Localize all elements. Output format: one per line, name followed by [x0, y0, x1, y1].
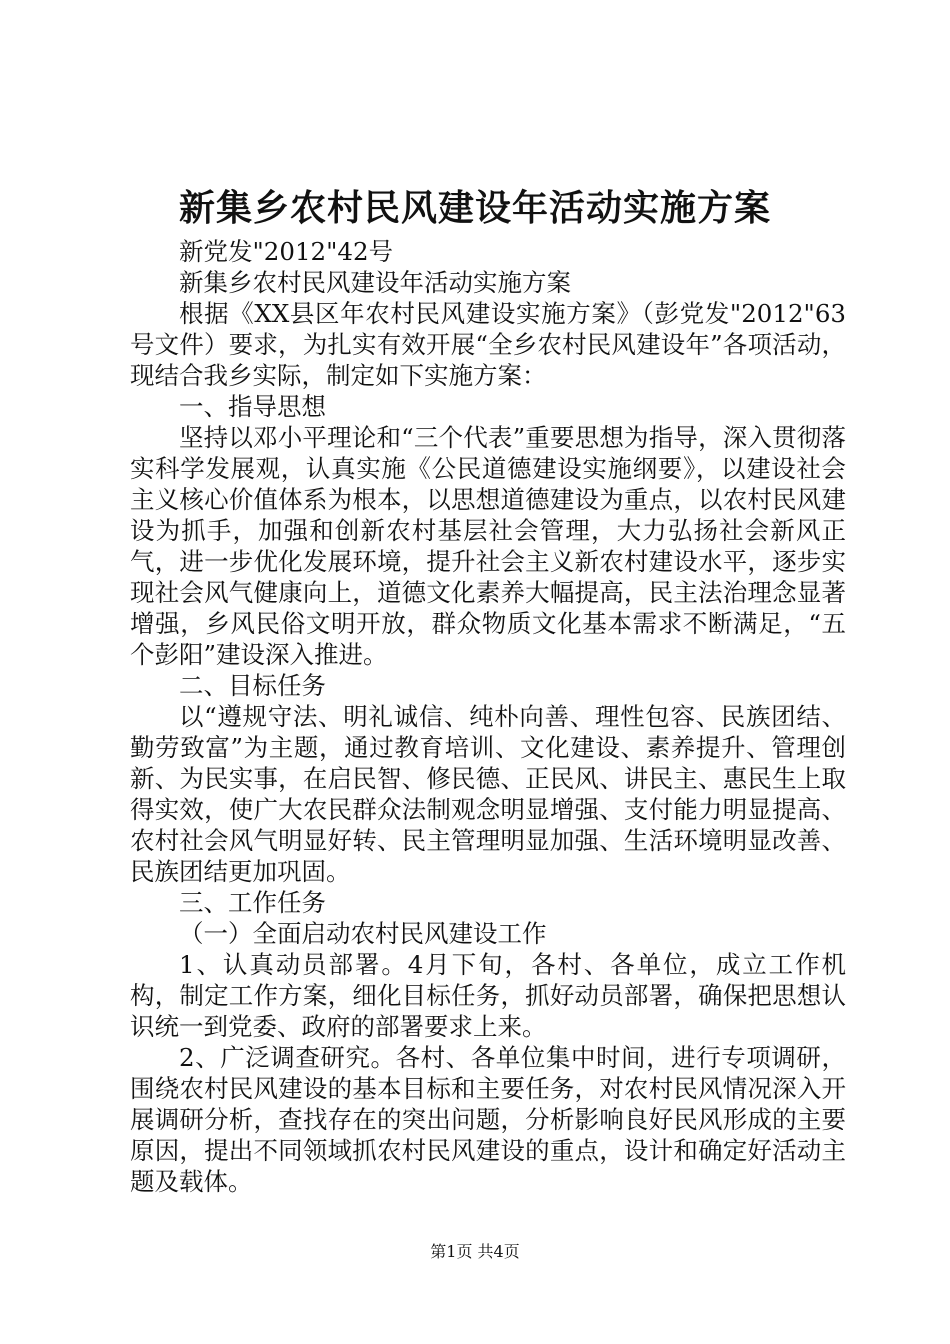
- page-footer: 第1页 共4页: [430, 1242, 520, 1261]
- task-item-1: 1、认真动员部署。4月下旬，各村、各单位，成立工作机构，制定工作方案，细化目标任务，抓好动员部署，确保把思想认识统一到党委、政府的部署要求上来。: [130, 950, 846, 1041]
- document-title: 新集乡农村民风建设年活动实施方案: [178, 187, 771, 229]
- section-heading-objectives: 二、目标任务: [179, 671, 326, 700]
- document-body: [130, 236, 846, 1197]
- document-subtitle: 新集乡农村民风建设年活动实施方案: [179, 268, 571, 297]
- guiding-ideology-paragraph: 坚持以邓小平理论和“三个代表”重要思想为指导，深入贯彻落实科学发展观，认真实施《公民道德建设实施纲要》，以建设社会主义核心价值体系为根本，以思想道德建设为重点，以农村民风建设为抓手，加强和创新农村基层社会管理，大力弘扬社会新风正气，进一步优化发展环境，提升社会主义新农村建设水平，逐步实现社会风气健康向上，道德文化素养大幅提高，民主法治理念显著增强，乡风民俗文明开放，群众物质文化基本需求不断满足，“五个彭阳”建设深入推进。: [130, 423, 846, 669]
- subsection-heading-launch: （一）全面启动农村民风建设工作: [179, 919, 547, 948]
- task-item-2: 2、广泛调查研究。各村、各单位集中时间，进行专项调研，围绕农村民风建设的基本目标和主要任务，对农村民风情况深入开展调研分析，查找存在的突出问题，分析影响良好民风形成的主要原因，提出不同领域抓农村民风建设的重点，设计和确定好活动主题及载体。: [130, 1043, 846, 1196]
- intro-paragraph: 根据《XX县区年农村民风建设实施方案》（彭党发"2012"63号文件）要求，为扎实有效开展“全乡农村民风建设年”各项活动，现结合我乡实际，制定如下实施方案：: [130, 299, 846, 390]
- section-heading-tasks: 三、工作任务: [179, 888, 326, 917]
- objectives-paragraph: 以“遵规守法、明礼诚信、纯朴向善、理性包容、民族团结、勤劳致富”为主题，通过教育培训、文化建设、素养提升、管理创新、为民实事，在启民智、修民德、正民风、讲民主、惠民生上取得实效，使广大农民群众法制观念明显增强、支付能力明显提高、农村社会风气明显好转、民主管理明显加强、生活环境明显改善、民族团结更加巩固。: [130, 702, 846, 886]
- section-heading-guiding-ideology: 一、指导思想: [179, 392, 326, 421]
- document-number: 新党发"2012"42号: [179, 237, 394, 266]
